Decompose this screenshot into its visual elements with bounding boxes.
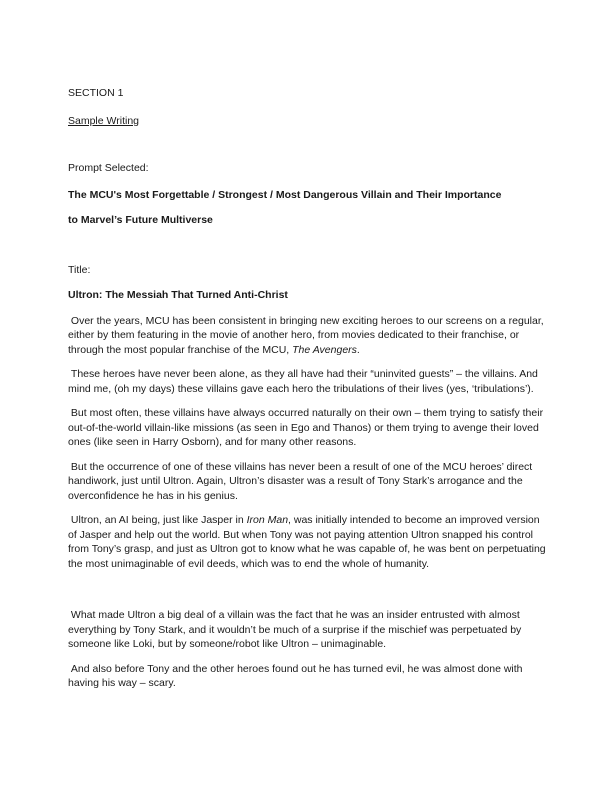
document-text-block [68,86,548,691]
sample-writing-heading: Sample Writing [68,114,139,127]
essay-paragraph [68,460,548,504]
essay-body [68,314,548,691]
text-segment: . [356,343,360,356]
italic-text-segment: The Avengers [292,343,357,356]
essay-paragraph [68,662,548,691]
prompt-selected-label: Prompt Selected: [68,162,149,174]
essay-paragraph [68,314,548,358]
title-label: Title: [68,263,91,276]
text-segment: But the occurrence of one of these villains has never been a result of one of the MCU heroes’ direct handiwork, just until Ultron. Again, Ultron’s disaster was a result of Tony Stark’s arrogance and the overconfidence he has in his genius. [68,460,536,502]
text-segment: , was initially intended to become an improved version of Jasper and help out the world. But when Tony was not paying attention Ultron snapped his control from Tony’s grasp, and just as Ultron got to know what he was capable of, he was bent on perpetuating the most unimaginable of evil deeds, which was to end the whole of humanity. [68,514,549,570]
essay-paragraph [68,367,548,396]
text-segment: Over the years, MCU has been consistent in bringing new exciting heroes to our screens on a regular, either by them featuring in the movie of another hero, from movies dedicated to their franchise, or through the most popular franchise of the MCU, [68,314,547,356]
essay-paragraph [68,608,548,652]
section-heading: SECTION 1 [68,87,124,99]
text-segment: But most often, these villains have always occurred naturally on their own – them trying to satisfy their out-of-the-world villain-like missions (as seen in Ego and Thanos) or them trying to avenge their loved ones (like seen in Harry Osborn), and for many other reasons. [68,407,546,448]
text-segment: What made Ultron a big deal of a villain was the fact that he was an insider entrusted with almost everything by Tony Stark, and it wouldn’t be much of a surprise if the mischief was perpetuated by someone like Loki, but by someone/robot like Ultron – unimaginable. [68,609,525,650]
essay-paragraph [68,513,548,571]
prompt-title-line-1: The MCU's Most Forgettable / Strongest / Most Dangerous Villain and Their Importance [68,188,502,201]
text-segment: Ultron, an AI being, just like Jasper in [68,514,247,526]
prompt-title-line-2: to Marvel’s Future Multiverse [68,214,213,226]
essay-paragraph [68,406,548,450]
text-segment: These heroes have never been alone, as they all have had their “uninvited guests” – the villains. And mind me, (oh my days) these villains gave each hero the tribulations of their lives (yes, ‘tribulations’). [68,368,541,395]
text-segment: And also before Tony and the other heroes found out he has turned evil, he was almost done with having his way – scary. [68,662,526,689]
essay-title: Ultron: The Messiah That Turned Anti-Christ [68,289,288,301]
italic-text-segment: Iron Man [246,514,289,526]
